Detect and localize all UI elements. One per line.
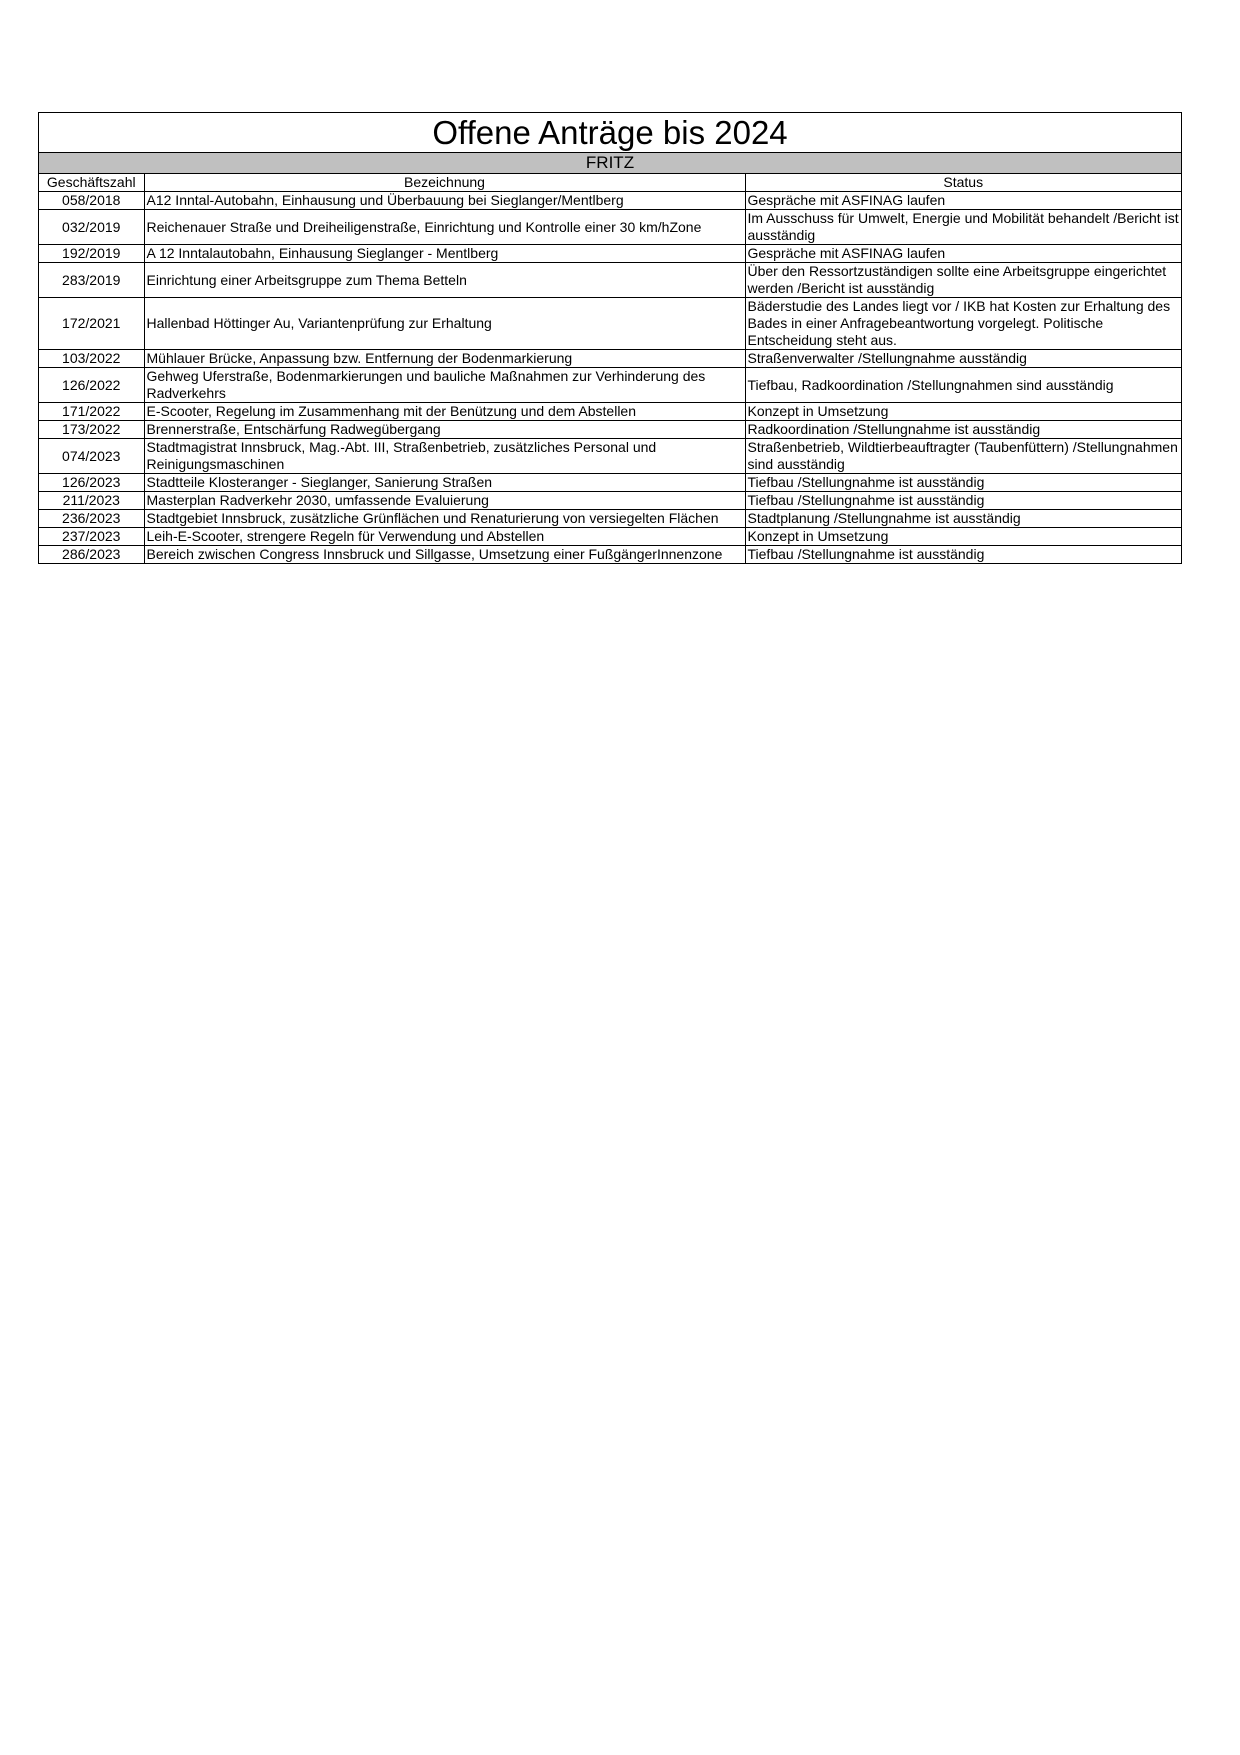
- cell-status: Konzept in Umsetzung: [745, 403, 1181, 421]
- cell-description: Reichenauer Straße und Dreiheiligenstraße, Einrichtung und Kontrolle einer 30 km/hZone: [144, 210, 745, 245]
- cell-status: Im Ausschuss für Umwelt, Energie und Mobilität behandelt /Bericht ist ausständig: [745, 210, 1181, 245]
- cell-number: 211/2023: [39, 492, 144, 510]
- cell-number: 126/2023: [39, 474, 144, 492]
- cell-number: 103/2022: [39, 350, 144, 368]
- cell-description: Stadtgebiet Innsbruck, zusätzliche Grünflächen und Renaturierung von versiegelten Flächen: [144, 510, 745, 528]
- table-row: [39, 263, 1181, 298]
- cell-description: E-Scooter, Regelung im Zusammenhang mit der Benützung und dem Abstellen: [144, 403, 745, 421]
- cell-description: Mühlauer Brücke, Anpassung bzw. Entfernung der Bodenmarkierung: [144, 350, 745, 368]
- table-row: [39, 298, 1181, 350]
- cell-status: Konzept in Umsetzung: [745, 528, 1181, 546]
- cell-description: Masterplan Radverkehr 2030, umfassende Evaluierung: [144, 492, 745, 510]
- cell-description: Hallenbad Höttinger Au, Variantenprüfung zur Erhaltung: [144, 298, 745, 350]
- cell-number: 286/2023: [39, 546, 144, 564]
- cell-status: Bäderstudie des Landes liegt vor / IKB hat Kosten zur Erhaltung des Bades in einer Anfragebeantwortung vorgelegt. Politische Entscheidung steht aus.: [745, 298, 1181, 350]
- column-header-description: Bezeichnung: [144, 174, 745, 192]
- table-row: [39, 368, 1181, 403]
- table-row: [39, 421, 1181, 439]
- table-row: [39, 439, 1181, 474]
- table-row: [39, 350, 1181, 368]
- cell-description: A 12 Inntalautobahn, Einhausung Sieglanger - Mentlberg: [144, 245, 745, 263]
- table-row: [39, 546, 1181, 564]
- cell-status: Stadtplanung /Stellungnahme ist ausständig: [745, 510, 1181, 528]
- table-row: [39, 210, 1181, 245]
- cell-description: Einrichtung einer Arbeitsgruppe zum Thema Betteln: [144, 263, 745, 298]
- table-row: [39, 492, 1181, 510]
- cell-status: Über den Ressortzuständigen sollte eine Arbeitsgruppe eingerichtet werden /Bericht ist ausständig: [745, 263, 1181, 298]
- table-row: [39, 510, 1181, 528]
- table-row: [39, 528, 1181, 546]
- cell-number: 032/2019: [39, 210, 144, 245]
- cell-number: 237/2023: [39, 528, 144, 546]
- column-header-status: Status: [745, 174, 1181, 192]
- cell-description: Bereich zwischen Congress Innsbruck und Sillgasse, Umsetzung einer FußgängerInnenzone: [144, 546, 745, 564]
- cell-status: Radkoordination /Stellungnahme ist ausständig: [745, 421, 1181, 439]
- applications-table: [39, 174, 1181, 563]
- cell-description: Leih-E-Scooter, strengere Regeln für Verwendung und Abstellen: [144, 528, 745, 546]
- cell-status: Gespräche mit ASFINAG laufen: [745, 245, 1181, 263]
- cell-number: 192/2019: [39, 245, 144, 263]
- cell-description: Brennerstraße, Entschärfung Radwegübergang: [144, 421, 745, 439]
- table-header-row: [39, 174, 1181, 192]
- cell-status: Straßenbetrieb, Wildtierbeauftragter (Taubenfüttern) /Stellungnahmen sind ausständig: [745, 439, 1181, 474]
- table-row: [39, 403, 1181, 421]
- table-row: [39, 245, 1181, 263]
- cell-number: 058/2018: [39, 192, 144, 210]
- document-table-sheet: [38, 112, 1182, 564]
- cell-status: Tiefbau /Stellungnahme ist ausständig: [745, 474, 1181, 492]
- table-row: [39, 474, 1181, 492]
- cell-description: Stadtteile Klosteranger - Sieglanger, Sanierung Straßen: [144, 474, 745, 492]
- cell-number: 236/2023: [39, 510, 144, 528]
- cell-number: 074/2023: [39, 439, 144, 474]
- cell-status: Tiefbau, Radkoordination /Stellungnahmen sind ausständig: [745, 368, 1181, 403]
- cell-number: 172/2021: [39, 298, 144, 350]
- cell-number: 173/2022: [39, 421, 144, 439]
- document-title: Offene Anträge bis 2024: [39, 113, 1181, 153]
- cell-description: Stadtmagistrat Innsbruck, Mag.-Abt. III, Straßenbetrieb, zusätzliches Personal und Reinigungsmaschinen: [144, 439, 745, 474]
- cell-number: 126/2022: [39, 368, 144, 403]
- cell-number: 171/2022: [39, 403, 144, 421]
- cell-description: A12 Inntal-Autobahn, Einhausung und Überbauung bei Sieglanger/Mentlberg: [144, 192, 745, 210]
- table-row: [39, 192, 1181, 210]
- group-header: FRITZ: [39, 153, 1181, 174]
- cell-status: Tiefbau /Stellungnahme ist ausständig: [747, 546, 985, 562]
- cell-number: 283/2019: [39, 263, 144, 298]
- column-header-number: Geschäftszahl: [39, 174, 144, 192]
- cell-status: Straßenverwalter /Stellungnahme ausständig: [745, 350, 1181, 368]
- table-body: [39, 192, 1181, 564]
- cell-status: Gespräche mit ASFINAG laufen: [745, 192, 1181, 210]
- cell-description: Gehweg Uferstraße, Bodenmarkierungen und bauliche Maßnahmen zur Verhinderung des Radverkehrs: [144, 368, 745, 403]
- cell-status: Tiefbau /Stellungnahme ist ausständig: [745, 492, 1181, 510]
